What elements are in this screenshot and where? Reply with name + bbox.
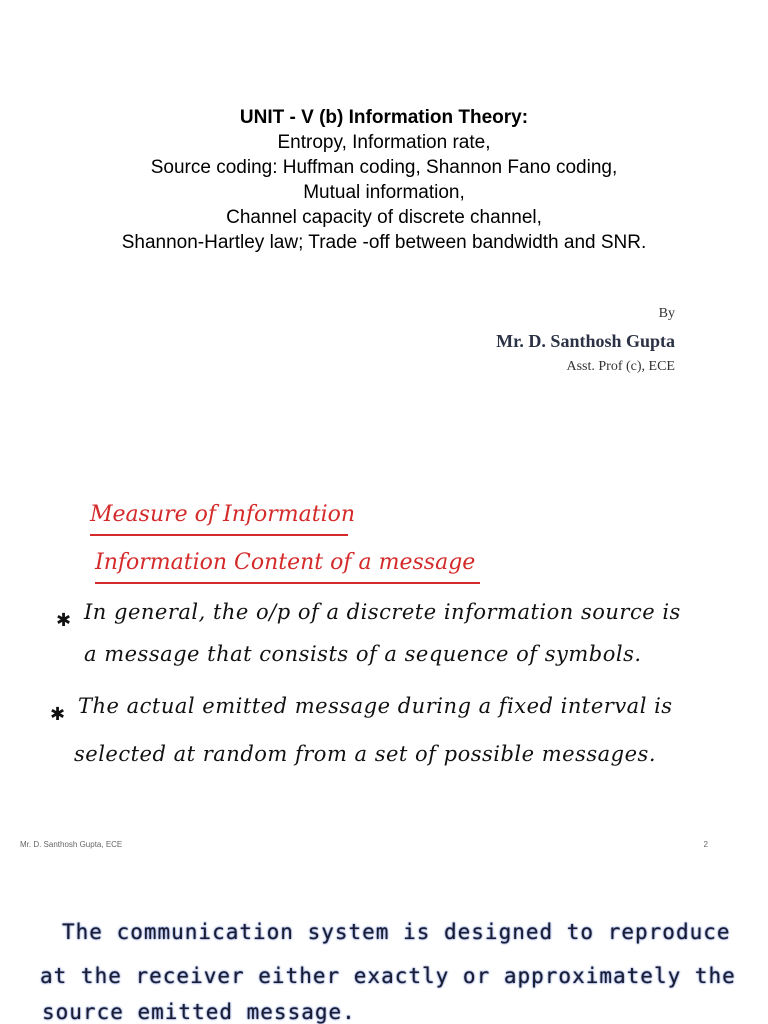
author-name: Mr. D. Santhosh Gupta xyxy=(496,331,675,351)
heading-underline xyxy=(90,534,348,536)
topic-line: Source coding: Huffman coding, Shannon Fano coding, xyxy=(150,157,618,178)
heading-measure-of-information: Measure of Information xyxy=(90,502,356,527)
title-block xyxy=(0,106,768,255)
topic-line: Entropy, Information rate, xyxy=(277,132,491,153)
author-role: Asst. Prof (c), ECE xyxy=(566,359,675,374)
definition-line2: at the receiver either exactly or approximately the xyxy=(40,964,736,988)
definition-line1: The communication system is designed to reproduce xyxy=(62,920,731,944)
heading-underline xyxy=(95,582,480,584)
topic-line: Channel capacity of discrete channel, xyxy=(226,207,542,228)
bullet2-line1: The actual emitted message during a fixed interval is xyxy=(78,694,673,718)
bullet1-line2: a message that consists of a sequence of symbols. xyxy=(84,642,642,666)
handwritten-notes-slide xyxy=(0,440,768,860)
definition-line3: source emitted message. xyxy=(42,1000,356,1024)
bullet1-line1: In general, the o/p of a discrete information source is xyxy=(84,600,681,624)
bullet-star-icon: ✱ xyxy=(56,610,72,631)
slide-page-number: 2 xyxy=(703,840,708,849)
slide-footer-author: Mr. D. Santhosh Gupta, ECE xyxy=(20,840,123,849)
bullet-star-icon: ✱ xyxy=(50,704,66,725)
heading-information-content: Information Content of a message xyxy=(95,550,476,575)
topic-line: Mutual information, xyxy=(303,182,465,203)
topic-line: Shannon-Hartley law; Trade -off between bandwidth and SNR. xyxy=(121,232,647,253)
by-label: By xyxy=(658,306,675,321)
bullet2-line2: selected at random from a set of possible messages. xyxy=(74,742,656,766)
unit-title: UNIT - V (b) Information Theory: xyxy=(239,107,529,128)
title-slide xyxy=(0,0,768,440)
handwritten-definition-slide xyxy=(0,860,768,1024)
